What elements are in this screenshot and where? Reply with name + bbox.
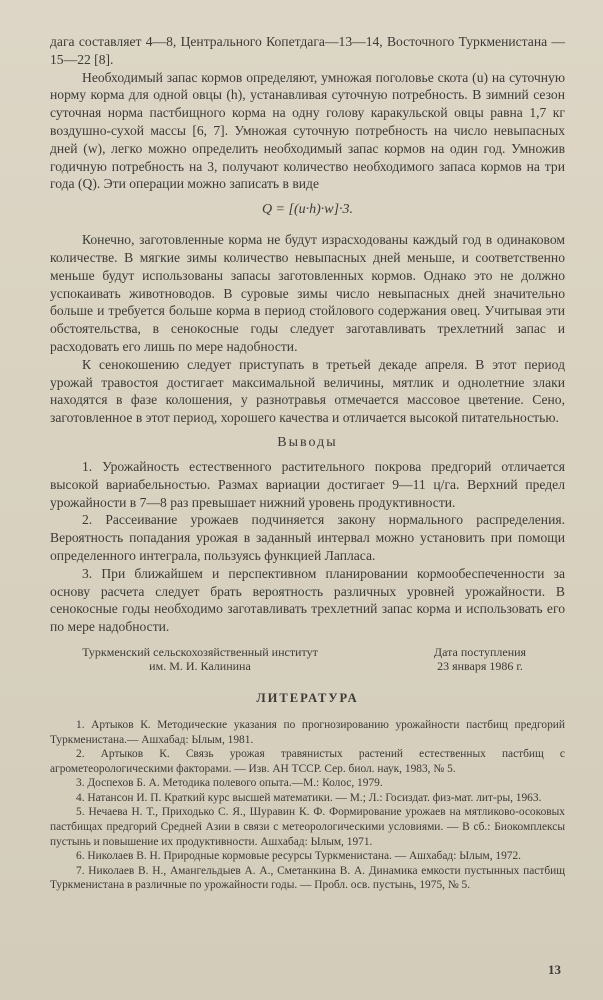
references-heading: ЛИТЕРАТУРА <box>256 690 359 705</box>
reference-item: 4. Натансон И. П. Краткий курс высшей математики. — М.; Л.: Госиздат. физ-мат. лит-ры, 1963. <box>76 791 542 804</box>
article-footer <box>50 645 565 675</box>
affiliation-line-1: Туркменский сельскохозяйственный институт <box>82 644 318 659</box>
paragraph-harvested-feed: Конечно, заготовленные корма не будут израсходованы каждый год в одинаковом количестве. В мягкие зимы количество невыпасных дней меньше, и соответственно меньше будут использованы запасы заготовленных кормов. Однако это не должно успокаивать животноводов. В суровые зимы число невыпасных дней значительно больше и требуется больше корма в период стойлового содержания овец. Учитывая эти обстоятельства, в сенокосные годы следует заготавливать трехлетний запас и расходовать его лишь по мере надобности. <box>50 232 565 354</box>
page-number: 13 <box>548 962 561 977</box>
continuation-text: дага составляет 4—8, Центрального Копетдага—13—14, Восточного Туркменистана — 15—22 [8]. <box>50 34 565 67</box>
paragraph-haymaking: К сенокошению следует приступать в третьей декаде апреля. В этот период урожай травостоя достигает максимальной величины, мятлик и однолетние злаки находятся в фазе колошения, у разнотравья отмечается массовое цветение. Сено, заготовленное в этот период, хорошего качества и отличается высокой питательностью. <box>50 356 565 426</box>
reference-item: 5. Нечаева Н. Т., Приходько С. Я., Шуравин К. Ф. Формирование урожаев на мятликово-осоковых пастбищах предгорий Средней Азии в связи с метеорологическими условиями. — В сб.: Биокомплексы пустынь и повышение их продуктивности. Ашхабад: Ылым, 1971. <box>50 806 565 848</box>
reference-item: 2. Артыков К. Связь урожая травянистых растений естественных пастбищ с агрометеорологическими факторами. — Изв. АН ТССР. Сер. биол. наук, 1983, № 5. <box>50 748 565 775</box>
conclusion-3: 3. При ближайшем и перспективном планировании кормообеспеченности за основу расчета следует брать вероятность различных уровней урожайности. В сенокосные годы необходимо заготавливать трехлетний запас корма и использовать его по мере надобности. <box>50 565 565 635</box>
conclusion-2: 2. Рассеивание урожаев подчиняется закону нормального распределения. Вероятность попадания урожая в заданный интервал можно установить при помощи определенного интеграла, пользуясь функцией Лапласа. <box>50 512 565 563</box>
main-text-column <box>50 33 565 893</box>
reference-item: 7. Николаев В. Н., Амангельдыев А. А., Сметанкина В. А. Динамика емкости пустынных пастбищ Туркменистана в различные по урожайности годы. — Пробл. осв. пустынь, 1975, № 5. <box>50 864 565 892</box>
conclusions-heading: Выводы <box>277 434 338 450</box>
references-list <box>50 718 565 893</box>
formula: Q = [(u·h)·w]·3. <box>261 202 354 218</box>
received-date-label: Дата поступления <box>433 644 527 659</box>
reference-item: 6. Николаев В. Н. Природные кормовые ресурсы Туркменистана. — Ашхабад: Ылым, 1972. <box>76 850 522 863</box>
received-date <box>405 645 555 673</box>
affiliation-line-2: им. М. И. Калинина <box>149 658 251 673</box>
reference-item: 1. Артыков К. Методические указания по прогнозированию урожайности пастбищ предгорий Туркменистана.— Ашхабад: Ылым, 1981. <box>50 718 565 746</box>
received-date-value: 23 января 1986 г. <box>437 658 523 673</box>
conclusion-1: 1. Урожайность естественного растительного покрова предгорий отличается высокой вариабельностью. Размах вариации достигает 9—11 ц/га. Верхний предел урожайности в 7—8 раз превышает нижний уровень продуктивности. <box>50 458 565 510</box>
affiliation <box>50 645 350 673</box>
reference-item: 3. Доспехов Б. А. Методика полевого опыта.—М.: Колос, 1979. <box>76 777 383 790</box>
paragraph-feed-stock: Необходимый запас кормов определяют, умножая поголовье скота (u) на суточную норму корма для одной овцы (h), устанавливая суточную потребность. В зимний сезон суточная норма пастбищного корма на одну голову каракульской овцы равна 1,7 кг воздушно-сухой массы [6, 7]. Умножая суточную потребность на число невыпасных дней (w), легко можно определить необходимый запас кормов на один год. Умножив годичную потребность на 3, получают количество необходимого запаса кормов на три года (Q). Эти операции можно записать в виде <box>50 69 565 192</box>
